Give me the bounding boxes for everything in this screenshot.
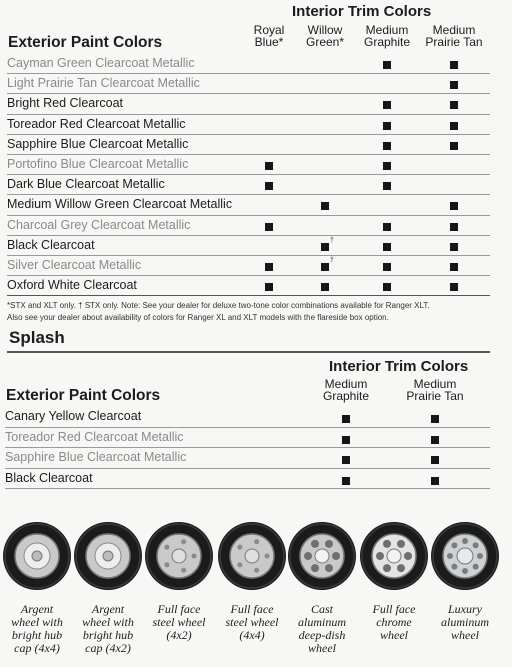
splash-paint-row — [5, 469, 490, 490]
wheel-image — [430, 510, 500, 598]
splash-title: Splash — [9, 328, 65, 347]
spoke-window — [451, 564, 457, 570]
paint-color-name: Dark Blue Clearcoat Metallic — [7, 177, 165, 192]
wheel-caption: Full face steel wheel (4x4) — [225, 602, 279, 642]
vent-hole — [192, 554, 197, 559]
dagger-mark: † — [330, 236, 334, 244]
wheel-image — [144, 510, 214, 598]
paint-row — [7, 195, 490, 215]
spoke-window — [404, 552, 412, 560]
top-column-header: Medium Prairie Tan — [425, 23, 483, 49]
availability-mark — [431, 436, 439, 444]
paint-row — [7, 155, 490, 175]
availability-mark — [450, 202, 458, 210]
wheel-image — [217, 510, 287, 598]
wheel-caption: Luxury aluminum wheel — [441, 602, 489, 642]
paint-color-name: Silver Clearcoat Metallic — [7, 258, 142, 272]
paint-row — [7, 54, 490, 74]
vent-hole — [181, 539, 186, 544]
vent-hole — [237, 562, 242, 567]
spoke-window — [477, 553, 483, 559]
vent-hole — [181, 568, 186, 573]
paint-color-name: Medium Willow Green Clearcoat Metallic — [7, 197, 233, 212]
paint-row — [7, 276, 490, 296]
spoke-window — [325, 564, 333, 572]
wheel-illustration — [430, 510, 500, 598]
availability-mark — [342, 477, 350, 485]
footnote-line-1: *STX and XLT only. † STX only. Note: See your dealer for deluxe two-tone color combinations available for Ranger XLT. — [7, 301, 430, 310]
paint-color-name: Toreador Red Clearcoat Metallic — [7, 116, 186, 131]
availability-mark — [265, 162, 273, 170]
center-cap — [103, 551, 113, 561]
availability-mark — [450, 263, 458, 271]
spoke-window — [397, 540, 405, 548]
wheel-illustration — [359, 510, 429, 598]
paint-row — [7, 94, 490, 114]
wheel-image — [287, 510, 357, 598]
splash-trim-heading: Interior Trim Colors — [329, 358, 469, 375]
top-column-header: Medium Graphite — [363, 23, 411, 49]
paint-row — [7, 256, 490, 276]
vent-hole — [164, 545, 169, 550]
availability-mark — [265, 283, 273, 291]
spoke-window — [383, 540, 391, 548]
availability-mark — [383, 61, 391, 69]
vent-hole — [254, 568, 259, 573]
paint-row — [7, 216, 490, 236]
center-cap — [387, 549, 401, 563]
wheel-caption: Cast aluminum deep-dish wheel — [298, 602, 346, 655]
spoke-window — [473, 564, 479, 570]
wheel-caption: Argent wheel with bright hub cap (4x2) — [82, 602, 134, 655]
paint-color-name: Bright Red Clearcoat — [7, 96, 124, 111]
availability-mark — [450, 223, 458, 231]
spoke-window — [397, 564, 405, 572]
availability-mark — [383, 223, 391, 231]
paint-color-name: Light Prairie Tan Clearcoat Metallic — [7, 76, 200, 91]
paint-color-name: Canary Yellow Clearcoat — [5, 409, 142, 423]
availability-mark — [265, 223, 273, 231]
availability-mark — [431, 415, 439, 423]
wheel-illustration — [73, 510, 143, 598]
availability-mark — [431, 477, 439, 485]
wheel-image — [2, 510, 72, 598]
paint-color-name: Black Clearcoat — [7, 237, 95, 252]
spoke-window — [325, 540, 333, 548]
availability-mark — [450, 243, 458, 251]
spoke-window — [383, 564, 391, 572]
availability-mark — [450, 142, 458, 150]
top-paint-heading: Exterior Paint Colors — [8, 34, 163, 51]
spoke-window — [376, 552, 384, 560]
availability-mark — [383, 142, 391, 150]
vent-hole — [265, 554, 270, 559]
wheel-illustration — [2, 510, 72, 598]
top-trim-heading: Interior Trim Colors — [292, 3, 432, 20]
availability-mark — [342, 456, 350, 464]
center-cap — [315, 549, 329, 563]
vent-hole — [164, 562, 169, 567]
availability-mark — [342, 415, 350, 423]
spoke-window — [447, 553, 453, 559]
spoke-window — [311, 564, 319, 572]
availability-mark — [450, 61, 458, 69]
spoke-window — [451, 542, 457, 548]
availability-mark — [450, 81, 458, 89]
availability-mark — [265, 182, 273, 190]
splash-column-header: Medium Graphite — [322, 377, 370, 403]
availability-mark — [321, 263, 329, 271]
wheel-caption: Full face steel wheel (4x2) — [152, 602, 206, 642]
availability-mark — [383, 101, 391, 109]
paint-row — [7, 236, 490, 256]
availability-mark — [383, 243, 391, 251]
paint-color-name: Cayman Green Clearcoat Metallic — [7, 56, 195, 70]
vent-hole — [237, 545, 242, 550]
top-column-header: Royal Blue* — [253, 23, 285, 49]
spoke-window — [462, 568, 468, 574]
center-cap — [457, 548, 473, 564]
wheel-caption: Argent wheel with bright hub cap (4x4) — [11, 602, 63, 655]
spoke-window — [462, 538, 468, 544]
splash-divider — [7, 351, 490, 353]
paint-color-name: Black Clearcoat — [5, 470, 93, 485]
footnote-line-2: Also see your dealer about availability of colors for Ranger XL and XLT models with the flareside box option. — [7, 313, 389, 322]
availability-mark — [383, 182, 391, 190]
center-cap — [32, 551, 42, 561]
wheel-caption: Full face chrome wheel — [372, 602, 416, 642]
splash-paint-row — [5, 407, 490, 428]
availability-mark — [342, 436, 350, 444]
availability-mark — [431, 456, 439, 464]
availability-mark — [321, 243, 329, 251]
availability-mark — [321, 202, 329, 210]
paint-row — [7, 74, 490, 94]
spoke-window — [332, 552, 340, 560]
table-bottom-rule — [7, 295, 490, 296]
splash-column-header: Medium Prairie Tan — [406, 377, 464, 403]
availability-mark — [450, 101, 458, 109]
paint-row — [7, 115, 490, 135]
wheel-illustration — [144, 510, 214, 598]
top-column-header: Willow Green* — [305, 23, 345, 49]
spoke-window — [311, 540, 319, 548]
paint-row — [7, 135, 490, 155]
dagger-mark: † — [330, 257, 334, 264]
wheel-image — [73, 510, 143, 598]
wheel-illustration — [287, 510, 357, 598]
paint-color-name: Charcoal Grey Clearcoat Metallic — [7, 217, 191, 232]
spoke-window — [304, 552, 312, 560]
availability-mark — [265, 263, 273, 271]
vent-hole — [254, 539, 259, 544]
paint-color-name: Sapphire Blue Clearcoat Metallic — [7, 136, 189, 151]
spoke-window — [473, 542, 479, 548]
wheel-image — [359, 510, 429, 598]
center-cap — [245, 549, 259, 563]
availability-mark — [450, 122, 458, 130]
availability-mark — [383, 263, 391, 271]
wheel-illustration — [217, 510, 287, 598]
paint-color-name: Toreador Red Clearcoat Metallic — [5, 429, 184, 444]
availability-mark — [383, 122, 391, 130]
paint-row — [7, 175, 490, 195]
paint-color-name: Sapphire Blue Clearcoat Metallic — [5, 450, 187, 464]
center-cap — [172, 549, 186, 563]
availability-mark — [383, 283, 391, 291]
availability-mark — [321, 283, 329, 291]
paint-color-name: Portofino Blue Clearcoat Metallic — [7, 157, 189, 171]
availability-mark — [383, 162, 391, 170]
paint-color-name: Oxford White Clearcoat — [7, 278, 137, 293]
splash-paint-heading: Exterior Paint Colors — [6, 387, 161, 404]
availability-mark — [450, 283, 458, 291]
splash-paint-row — [5, 428, 490, 449]
splash-paint-row — [5, 448, 490, 469]
